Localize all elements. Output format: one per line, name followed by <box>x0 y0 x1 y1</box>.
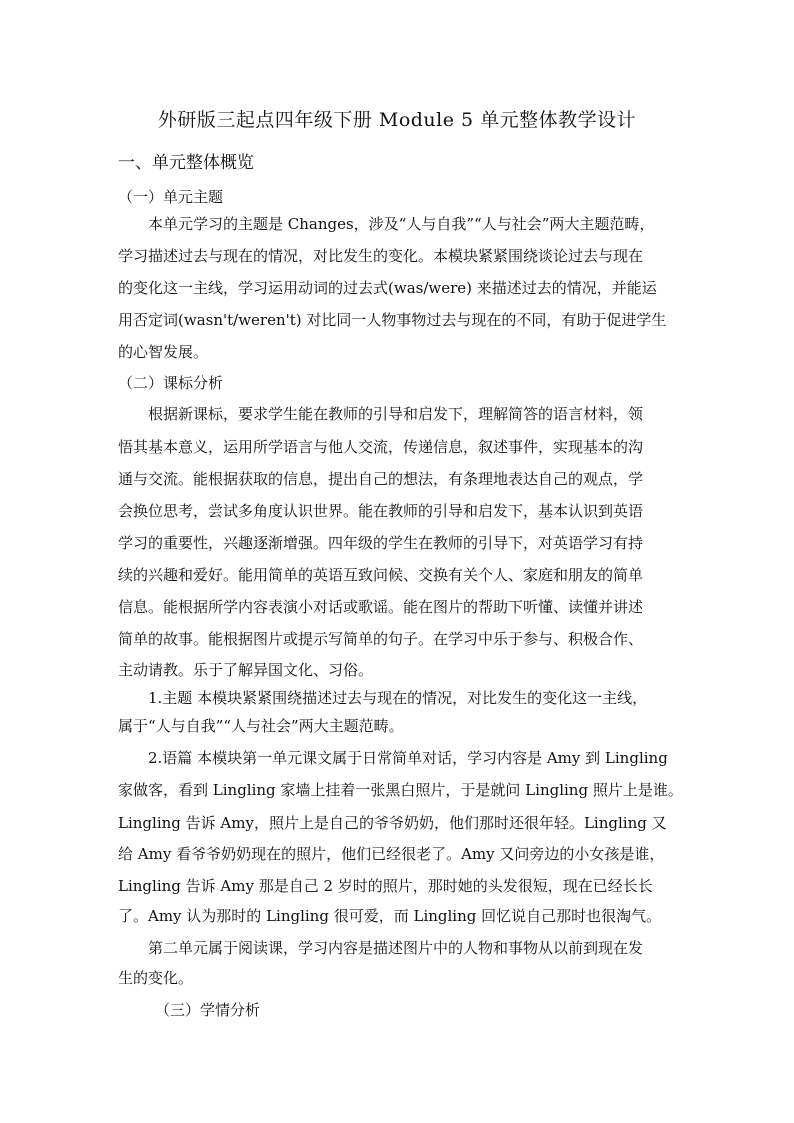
paragraph-line: 会换位思考，尝试多角度认识世界。能在教师的引导和启发下，基本认识到英语 <box>118 502 644 520</box>
paragraph-line: 学习的重要性，兴趣逐渐增强。四年级的学生在教师的引导下，对英语学习有持 <box>118 534 644 552</box>
paragraph-line: 通与交流。能根据获取的信息，提出自己的想法，有条理地表达自己的观点，学 <box>118 470 644 488</box>
paragraph-line: 1.主题 本模块紧紧围绕描述过去与现在的情况，对比发生的变化这一主线， <box>148 689 648 707</box>
paragraph-line: 2.语篇 本模块第一单元课文属于日常简单对话，学习内容是 Amy 到 Lingling <box>148 749 668 767</box>
section-heading-overview: 一、单元整体概览 <box>118 153 254 173</box>
document-title: 外研版三起点四年级下册 Module 5 单元整体教学设计 <box>157 109 637 131</box>
paragraph-line: 的变化这一主线，学习运用动词的过去式(was/were) 来描述过去的情况，并能运 <box>118 279 657 297</box>
paragraph-line: 第二单元属于阅读课，学习内容是描述图片中的人物和事物从以前到现在发 <box>148 939 644 957</box>
paragraph-line: 主动请教。乐于了解异国文化、习俗。 <box>118 661 374 679</box>
subheading-unit-theme: （一）单元主题 <box>118 188 224 206</box>
paragraph-line: 简单的故事。能根据图片或提示写简单的句子。在学习中乐于参与、积极合作、 <box>118 630 644 648</box>
paragraph-line: 本单元学习的主题是 Changes，涉及“人与自我”“人与社会”两大主题范畴， <box>148 215 655 233</box>
paragraph-line: 家做客，看到 Lingling 家墙上挂着一张黑白照片，于是就问 Lingling 照片上是谁。 <box>118 781 683 799</box>
paragraph-line: 给 Amy 看爷爷奶奶现在的照片，他们已经很老了。Amy 又问旁边的小女孩是谁， <box>118 845 665 863</box>
paragraph-line: Lingling 告诉 Amy 那是自己 2 岁时的照片，那时她的头发很短，现在已经长长 <box>118 877 653 895</box>
paragraph-line: 用否定词(wasn't/weren't) 对比同一人物事物过去与现在的不同，有助于促进学生 <box>118 311 667 329</box>
paragraph-line: 生的变化。 <box>118 969 194 987</box>
paragraph-line: 悟其基本意义，运用所学语言与他人交流，传递信息，叙述事件，实现基本的沟 <box>118 438 644 456</box>
subheading-learner-analysis: （三）学情分析 <box>155 1001 261 1019</box>
paragraph-line: Lingling 告诉 Amy，照片上是自己的爷爷奶奶，他们那时还很年轻。Lingling 又 <box>118 814 667 832</box>
paragraph-line: 学习描述过去与现在的情况，对比发生的变化。本模块紧紧围绕谈论过去与现在 <box>118 247 644 265</box>
paragraph-line: 信息。能根据所学内容表演小对话或歌谣。能在图片的帮助下听懂、读懂并讲述 <box>118 598 644 616</box>
paragraph-line: 了。Amy 认为那时的 Lingling 很可爱，而 Lingling 回忆说自己那时也很淘气。 <box>118 907 662 925</box>
paragraph-line: 续的兴趣和爱好。能用简单的英语互致问候、交换有关个人、家庭和朋友的简单 <box>118 566 644 584</box>
paragraph-line: 的心智发展。 <box>118 343 209 361</box>
subheading-curriculum-analysis: （二）课标分析 <box>118 374 224 392</box>
paragraph-line: 根据新课标，要求学生能在教师的引导和启发下，理解简答的语言材料，领 <box>148 405 644 423</box>
paragraph-line: 属于“人与自我”“人与社会”两大主题范畴。 <box>118 717 404 735</box>
